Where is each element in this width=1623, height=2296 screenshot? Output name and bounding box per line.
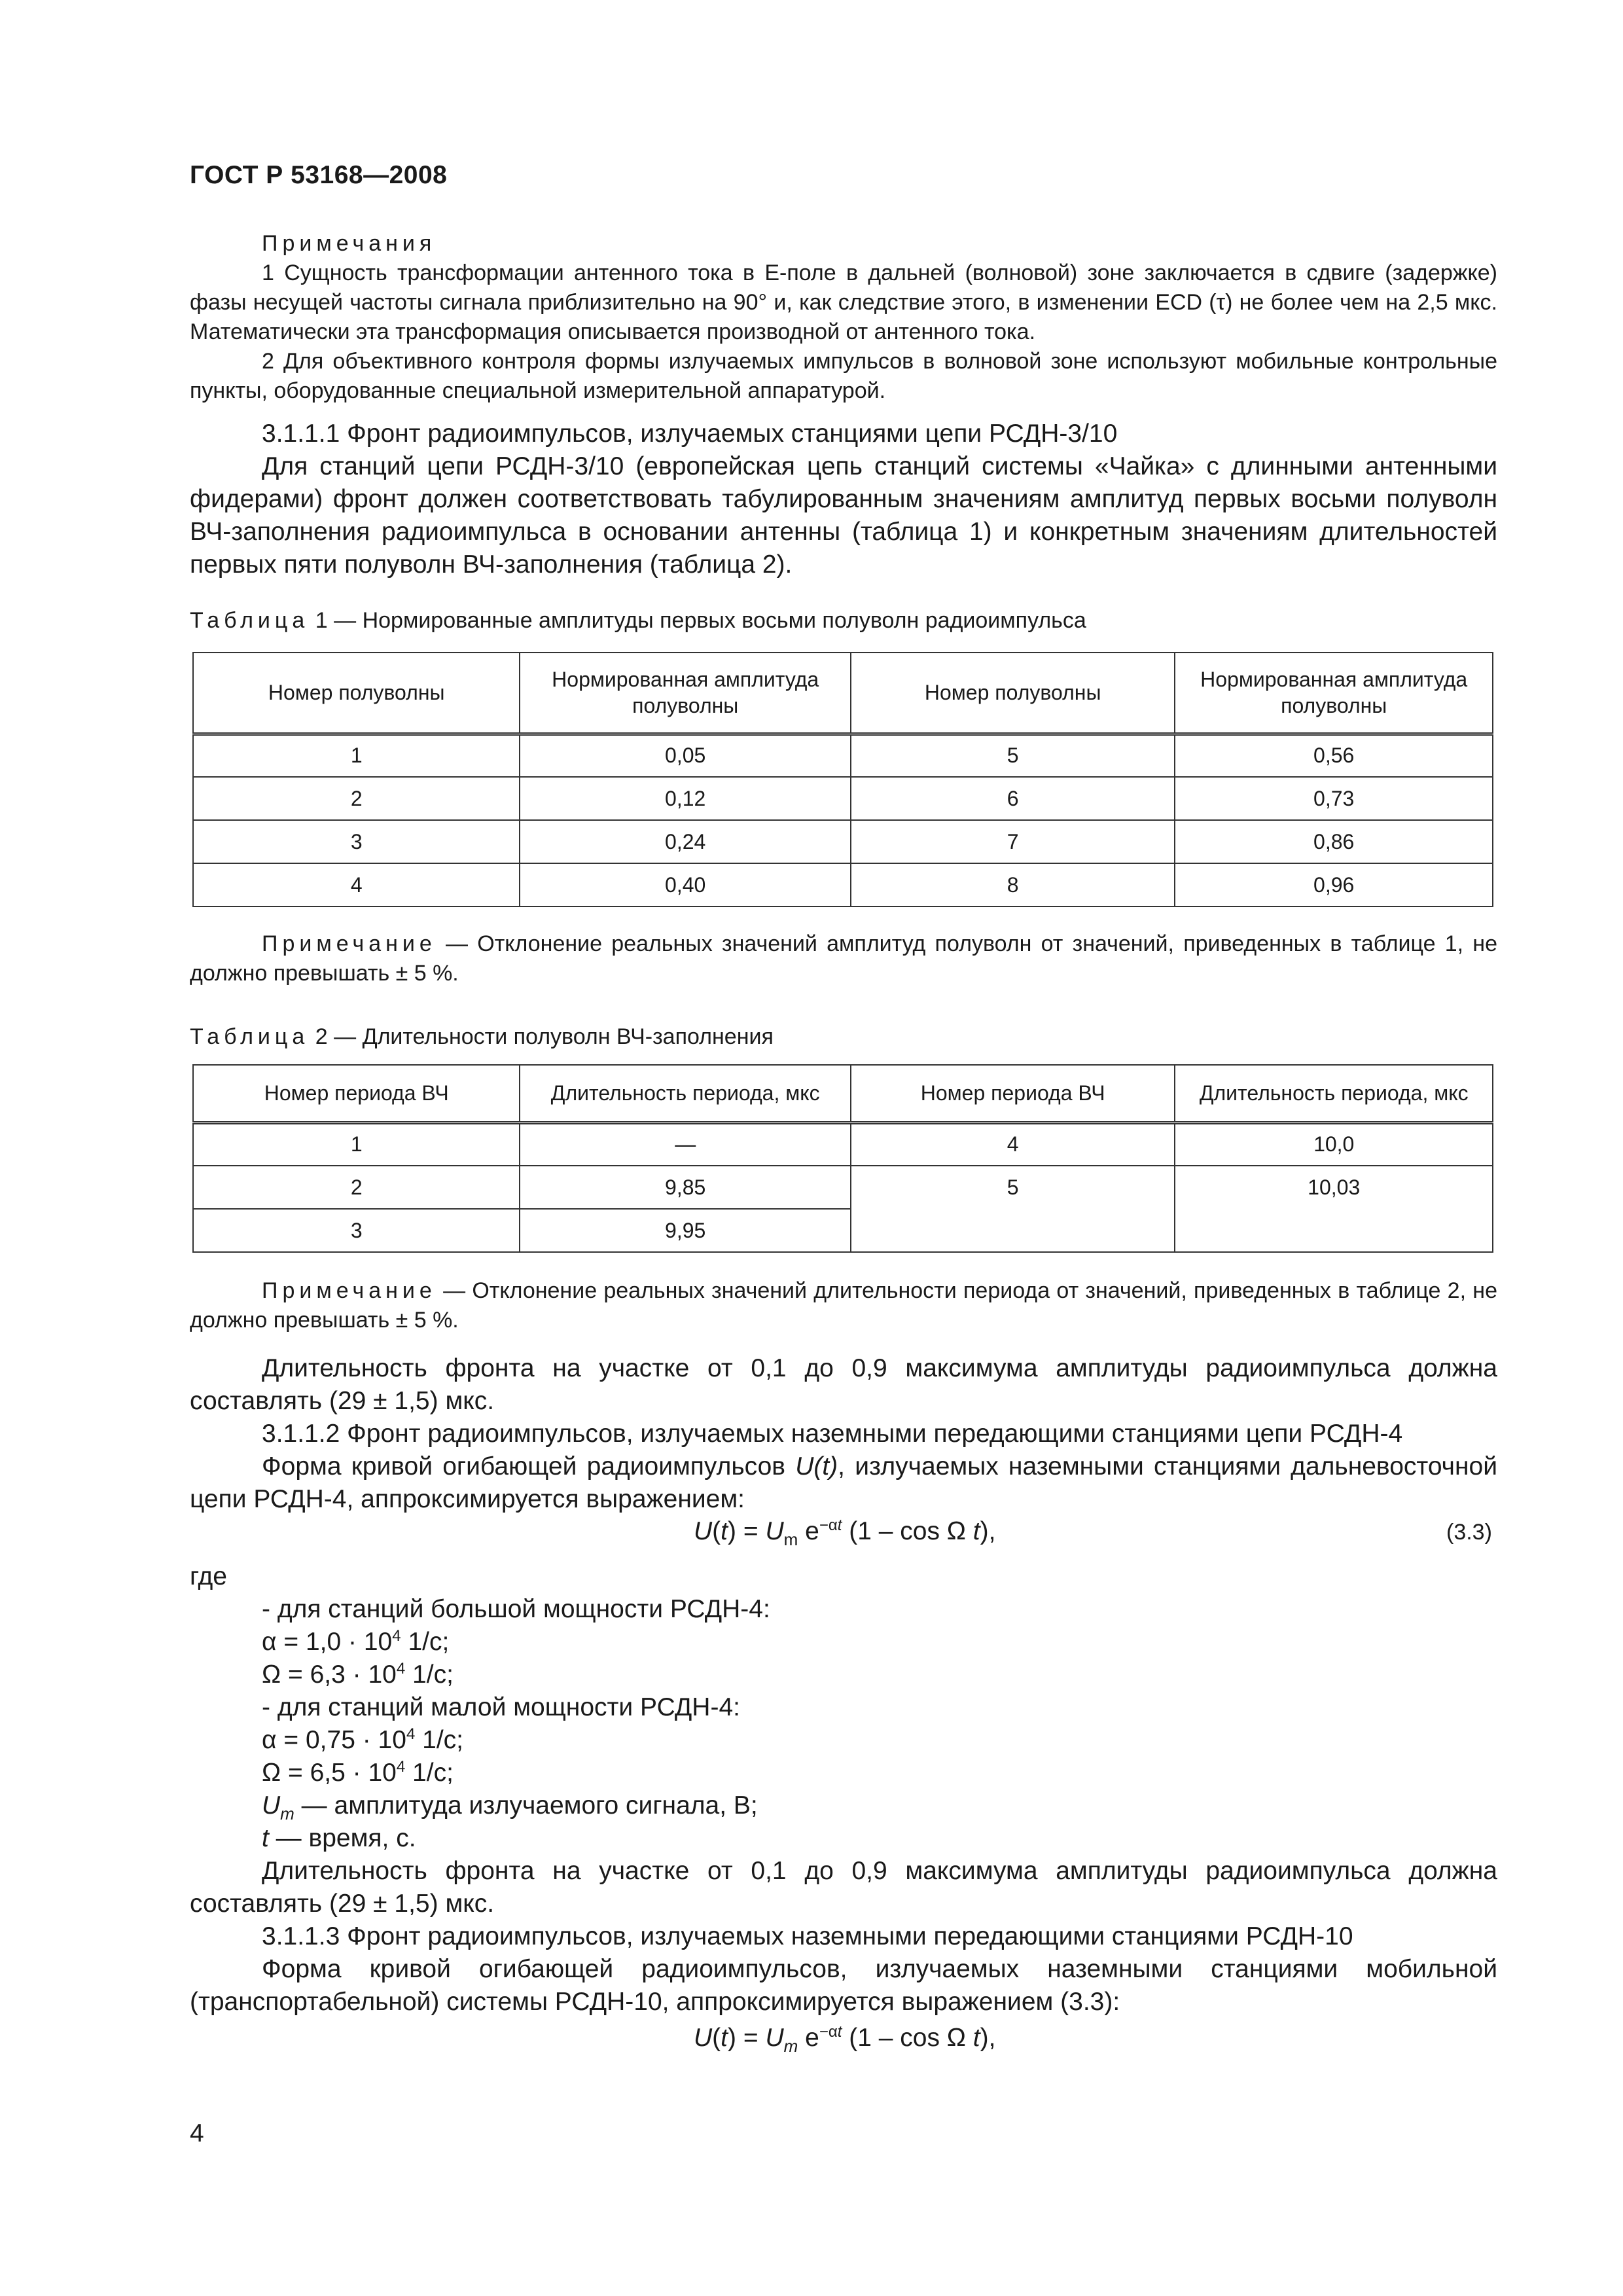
table-cell: 3 bbox=[193, 820, 520, 863]
section-3-1-1-2-heading: 3.1.1.2 Фронт радиоимпульсов, излучаемых наземными передающими станциями цепи РСДН-4 bbox=[262, 1420, 1403, 1448]
table-cell: 5 bbox=[851, 1166, 1175, 1252]
notes-title: Примечания bbox=[262, 231, 437, 256]
table2-note-text: — Отклонение реальных значений длительности периода от значений, приведенных в таблице 2, не должно превышать ± 5 %. bbox=[190, 1278, 1497, 1333]
document-code: ГОСТ Р 53168—2008 bbox=[190, 161, 448, 189]
page-number: 4 bbox=[190, 2119, 204, 2147]
table-cell: 9,95 bbox=[520, 1209, 851, 1252]
table2-header-cell: Номер периода ВЧ bbox=[851, 1065, 1175, 1122]
table-cell: 4 bbox=[193, 863, 520, 906]
table-cell: 7 bbox=[851, 820, 1175, 863]
table-cell: 0,05 bbox=[520, 734, 851, 777]
table1-caption-word: Таблица bbox=[190, 608, 310, 633]
table-row bbox=[193, 777, 1493, 820]
table-cell: 10,03 bbox=[1175, 1166, 1493, 1252]
front-duration-paragraph-2: Длительность фронта на участке от 0,1 до 0,9 максимума амплитуды радиоимпульса должна составлять (29 ± 1,5) мкс. bbox=[190, 1857, 1497, 1918]
table-cell: 0,40 bbox=[520, 863, 851, 906]
table-cell: 1 bbox=[193, 734, 520, 777]
section-3-1-1-3-text: Форма кривой огибающей радиоимпульсов, излучаемых наземными станциями мобильной (транспортабельной) системы РСДН-10, аппроксимируется выражением (3.3): bbox=[190, 1955, 1497, 2016]
table2-header-cell: Длительность периода, мкс bbox=[520, 1065, 851, 1122]
omega-low-power: $\Omega = 6,5 \cdot 10^4$ 1/с; bbox=[262, 1758, 454, 1787]
high-power-label: - для станций большой мощности РСДН-4: bbox=[262, 1595, 770, 1623]
table-row bbox=[193, 820, 1493, 863]
table2-note-word: Примечание bbox=[262, 1278, 437, 1303]
low-power-label: - для станций малой мощности РСДН-4: bbox=[262, 1693, 740, 1721]
table-cell: 6 bbox=[851, 777, 1175, 820]
table-cell: 9,85 bbox=[520, 1166, 851, 1209]
table-cell: 2 bbox=[193, 777, 520, 820]
alpha-low-power: $\alpha = 0,75 \cdot 10^4$ 1/с; bbox=[262, 1725, 463, 1754]
envelope-function: U(t) bbox=[795, 1452, 838, 1480]
t-definition: t — время, с. bbox=[262, 1824, 416, 1852]
table-row bbox=[193, 734, 1493, 777]
where-word: где bbox=[190, 1562, 227, 1590]
table1-note-text: — Отклонение реальных значений амплитуд полуволн от значений, приведенных в таблице 1, не должно превышать ± 5 %. bbox=[190, 931, 1497, 986]
section-3-1-1-1-heading: 3.1.1.1 Фронт радиоимпульсов, излучаемых станциями цепи РСДН-3/10 bbox=[262, 420, 1118, 448]
equation-3-3-repeat: $U(t) = U_m$ $e^{-\alpha t}$ (1 – cos Ω t), bbox=[694, 2023, 996, 2056]
table1-caption bbox=[190, 606, 1086, 636]
table-cell: 0,73 bbox=[1175, 777, 1493, 820]
table2-caption bbox=[190, 1022, 774, 1052]
table2-header-cell: Номер периода ВЧ bbox=[193, 1065, 520, 1122]
table1-note-word: Примечание bbox=[262, 931, 437, 956]
table-cell: 3 bbox=[193, 1209, 520, 1252]
table-row bbox=[193, 1122, 1493, 1166]
table1-header-cell: Номер полуволны bbox=[193, 653, 520, 734]
omega-high-power: $\Omega = 6,3 \cdot 10^4$ 1/с; bbox=[262, 1660, 454, 1689]
table-cell: 0,24 bbox=[520, 820, 851, 863]
section-3-1-1-1-text: Для станций цепи РСДН-3/10 (европейская цепь станций системы «Чайка» с длинными антенными фидерами) фронт должен соответствовать табулированным значениям амплитуд первых восьми полуволн ВЧ-заполнения радиоимпульса в основании антенны (таблица 1) и конкретным значениям длительностей первых пяти полуволн ВЧ-заполнения (таблица 2). bbox=[190, 452, 1497, 579]
section-3-1-1-2-text: Форма кривой огибающей радиоимпульсов U(t), излучаемых наземными станциями дальневосточной цепи РСДН-4, аппроксимируется выражением: bbox=[190, 1452, 1497, 1513]
table1-header-cell: Номер полуволны bbox=[851, 653, 1175, 734]
table2-header-cell: Длительность периода, мкс bbox=[1175, 1065, 1493, 1122]
table-cell: 8 bbox=[851, 863, 1175, 906]
table1-header-cell: Нормированная амплитуда полуволны bbox=[1175, 653, 1493, 734]
table-1 bbox=[192, 652, 1493, 907]
equation-number: (3.3) bbox=[1446, 1520, 1492, 1545]
table1-header-cell: Нормированная амплитуда полуволны bbox=[520, 653, 851, 734]
table-cell: — bbox=[520, 1122, 851, 1166]
table1-note bbox=[190, 929, 1497, 988]
equation-3-3: $U(t) = U_m$ $e^{-\alpha t}$ (1 – cos Ω t), bbox=[694, 1516, 996, 1549]
alpha-high-power: $\alpha = 1,0 \cdot 10^4$ 1/с; bbox=[262, 1627, 450, 1656]
table-cell: 0,56 bbox=[1175, 734, 1493, 777]
um-definition: $U_m$ — амплитуда излучаемого сигнала, В; bbox=[262, 1791, 758, 1823]
table2-note bbox=[190, 1276, 1497, 1335]
table-cell: 0,86 bbox=[1175, 820, 1493, 863]
table-cell: 1 bbox=[193, 1122, 520, 1166]
table-row bbox=[193, 1166, 1493, 1209]
table-2 bbox=[192, 1064, 1493, 1253]
note-1: 1 Сущность трансформации антенного тока в Е-поле в дальней (волновой) зоне заключается в сдвиге (задержке) фазы несущей частоты сигнала приблизительно на 90° и, как следствие этого, в изменении ECD (τ) не более чем на 2,5 мкс. Математически эта трансформация описывается производной от антенного тока. bbox=[190, 260, 1497, 344]
table-cell: 0,12 bbox=[520, 777, 851, 820]
table-cell: 2 bbox=[193, 1166, 520, 1209]
front-duration-paragraph-1: Длительность фронта на участке от 0,1 до 0,9 максимума амплитуды радиоимпульса должна составлять (29 ± 1,5) мкс. bbox=[190, 1354, 1497, 1415]
section-3-1-1-3-heading: 3.1.1.3 Фронт радиоимпульсов, излучаемых наземными передающими станциями РСДН-10 bbox=[262, 1922, 1353, 1950]
table2-caption-word: Таблица bbox=[190, 1024, 310, 1049]
table-row bbox=[193, 863, 1493, 906]
table-cell: 10,0 bbox=[1175, 1122, 1493, 1166]
note-2: 2 Для объективного контроля формы излучаемых импульсов в волновой зоне используют мобильные контрольные пункты, оборудованные специальной измерительной аппаратурой. bbox=[190, 349, 1497, 403]
table-cell: 5 bbox=[851, 734, 1175, 777]
table2-caption-text: 2 — Длительности полуволн ВЧ-заполнения bbox=[315, 1024, 774, 1049]
table-cell: 4 bbox=[851, 1122, 1175, 1166]
table-cell: 0,96 bbox=[1175, 863, 1493, 906]
table1-caption-text: 1 — Нормированные амплитуды первых восьми полуволн радиоимпульса bbox=[315, 608, 1086, 633]
